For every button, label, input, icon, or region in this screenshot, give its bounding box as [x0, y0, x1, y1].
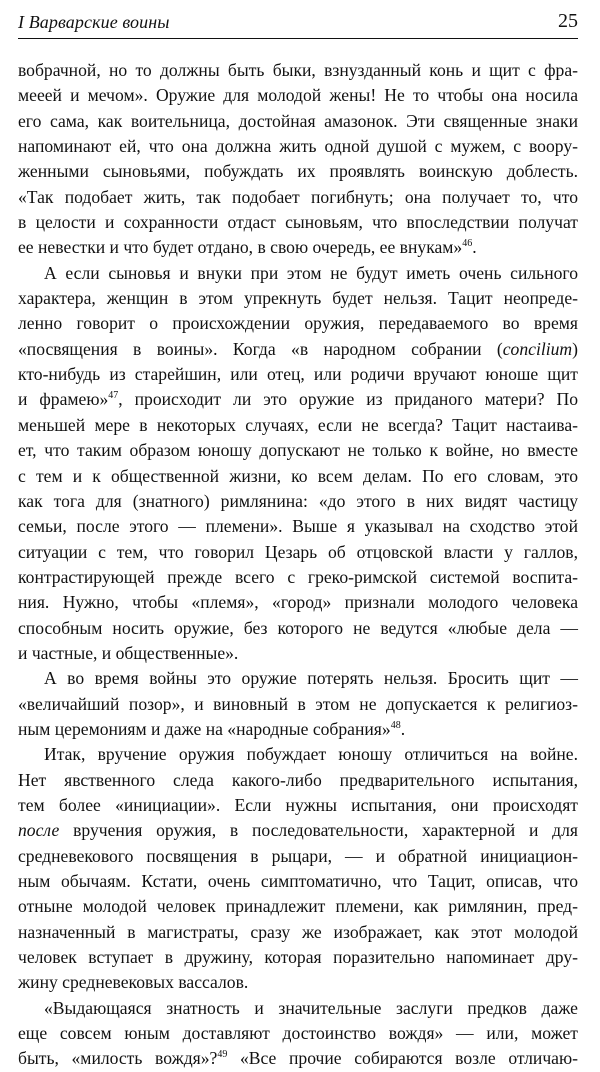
text-line: еще совсем юным доставляют достоинство вождя» — или, может	[18, 1023, 578, 1044]
text-line	[18, 818, 578, 843]
text-line: характера, женщин в этом упрекнуть будет нельзя. Тацит неопреде-	[18, 288, 578, 309]
text-line	[18, 337, 578, 362]
text-segment: «посвящения в воины». Когда «в народном собрании (	[18, 338, 503, 359]
text-line: ния. Нужно, чтобы «племя», «город» признали молодого человека	[18, 592, 578, 613]
text-line: ет, что таким образом юношу допускают не только к войне, но вместе	[18, 440, 578, 461]
text-line: А если сыновья и внуки при этом не будут иметь очень сильного	[44, 262, 578, 283]
footnote-ref: 47	[108, 390, 119, 402]
footnote-ref: 49	[217, 1049, 228, 1061]
text-line: «величайший позор», и виновный в этом не допускается к религиоз-	[18, 693, 578, 714]
text-line	[18, 387, 578, 412]
text-line: семьи, после этого — племени». Выше я указывал на сходство этой	[18, 516, 578, 537]
text-segment: быть, «милость вождя»?	[18, 1048, 218, 1069]
text-line	[18, 1046, 578, 1071]
text-line: ситуации с тем, что говорил Цезарь об отцовской власти у галлов,	[18, 541, 578, 562]
body-text	[18, 58, 578, 1072]
text-line: и частные, и общественные».	[18, 642, 239, 663]
footnote-ref: 46	[462, 238, 473, 250]
footnote-ref: 48	[390, 719, 401, 731]
text-line: как тога для (знатного) римлянина: «до этого в них видят частицу	[18, 490, 578, 511]
text-line: человек вступает в дружину, которая поразительно напоминает дру-	[18, 947, 578, 968]
text-line: ным церемониям и даже на «народные собрания»$^{48}$.	[18, 718, 406, 739]
text-line: мееей и мечом». Оружие для молодой жены! Не то чтобы она носила	[18, 85, 578, 106]
text-line: Нет явственного следа какого-либо предварительного испытания,	[18, 769, 578, 790]
text-segment: )	[572, 338, 578, 359]
text-segment: вручения оружия, в последовательности, характерной и для	[59, 820, 578, 841]
emphasis: после	[18, 820, 60, 841]
running-header	[18, 10, 578, 39]
text-line: отныне молодой человек принадлежит племени, как римлянин, пред-	[18, 896, 578, 917]
text-line: «Выдающаяся знатность и значительные заслуги предков даже	[44, 997, 578, 1018]
text-segment: ным церемониям и даже на «народные собрания»	[18, 718, 391, 739]
text-line: Итак, вручение оружия побуждает юношу отличиться на войне.	[44, 744, 578, 765]
text-line: с тем и к общественной жизни, ко всем делам. По его словам, это	[18, 465, 578, 486]
text-line: средневекового посвящения в рыцари, — и обратной инициацион-	[18, 845, 578, 866]
text-line: женными сыновьями, побуждать их проявлять воинскую доблесть.	[18, 161, 578, 182]
text-line: его сама, как воительница, достойная амазонок. Эти священные знаки	[18, 110, 578, 131]
text-line: А во время войны это оружие потерять нельзя. Бросить щит —	[44, 668, 578, 689]
text-segment: , происходит ли это оружие из приданого матери? По	[118, 389, 579, 410]
text-line: вобрачной, но то должны быть быки, взнузданный конь и щит с фра-	[18, 60, 578, 80]
latin-term: concilium	[502, 338, 573, 359]
text-line: в целости и сохранности отдаст сыновьям, что впоследствии получат	[18, 212, 578, 233]
text-segment: «Все прочие собираются возле отличаю-	[227, 1048, 578, 1069]
text-line: кто-нибудь из старейшин, или отец, или родичи вручают юноше щит	[18, 364, 578, 385]
text-line: ным обычаям. Кстати, очень симптоматично, что Тацит, описав, что	[18, 871, 578, 891]
text-segment: и фрамею»	[18, 389, 109, 410]
text-line: контрастирующей прежде всего с греко-римской системой воспита-	[18, 566, 578, 587]
text-line: ее невестки и что будет отдано, в свою очередь, ее внукам»$^{46}$.	[18, 237, 477, 258]
text-line: тем более «инициации». Если нужны испытания, они происходят	[18, 794, 578, 815]
text-line: напоминают ей, что она должна жить одной душой с мужем, с воору-	[18, 136, 578, 157]
text-line: назначенный в магистраты, сразу же изображает, как этот молодой	[18, 921, 578, 942]
text-line: меньшей мере в некоторых случаях, если не всегда? Тацит настаива-	[18, 414, 578, 435]
text-line: способным носить оружие, без которого не ведутся «любые дела —	[18, 617, 578, 638]
text-line: жину средневековых вассалов.	[18, 972, 249, 993]
text-segment: ее невестки и что будет отдано, в свою очередь, ее внукам»	[18, 237, 463, 258]
running-title: I Варварские воины	[18, 12, 170, 32]
text-line: ленно говорит о происхождении оружия, передаваемого во время	[18, 313, 578, 334]
page-number: 25	[558, 10, 578, 32]
text-line: «Так подобает жить, так подобает погибнуть; она получает то, что	[18, 186, 578, 207]
